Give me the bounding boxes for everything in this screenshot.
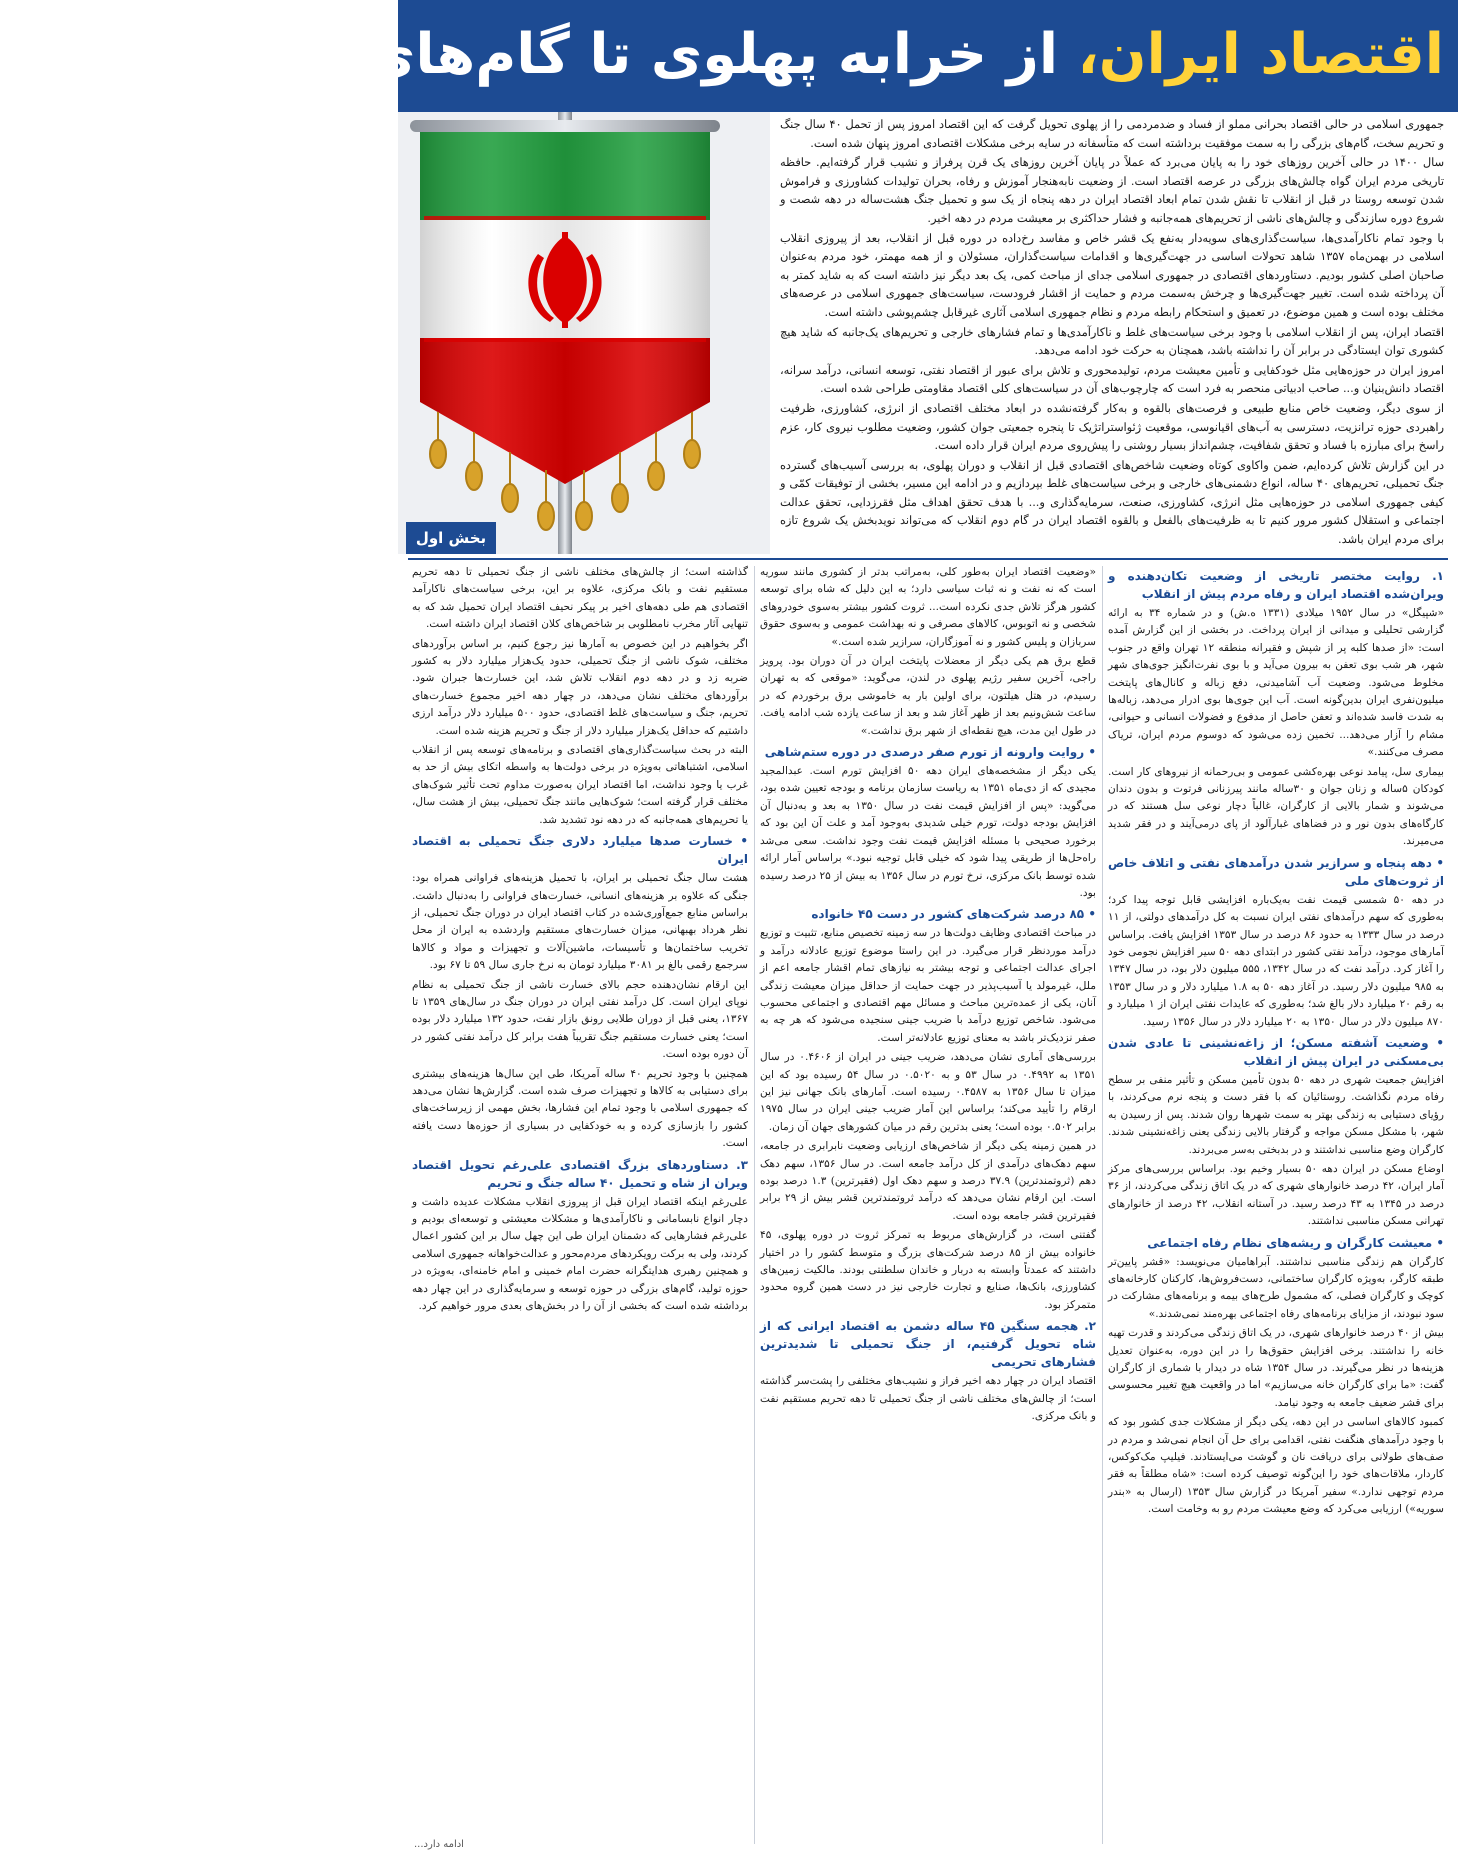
page-title [0, 10, 1444, 100]
section-label: بخش اول [406, 522, 496, 554]
intro-text [780, 116, 1444, 554]
body-paragraph: کمبود کالاهای اساسی در این دهه، یکی دیگر از مشکلات جدی کشور بود که با وجود درآمدهای هنگفت نفتی، اقدامی برای حل آن انجام نمی‌شد و مردم در صف‌های طولانی برای دریافت نان و گوشت می‌ایستادند. فیلیپ مک‌کوکس، کاردار، ملاقات‌های خود را این‌گونه توصیف کرده است: «شاه مطلقاً به فقر مردم توجهی ندارد.» سفیر آمریکا در گزارش سال ۱۳۵۳ (ارسال به «بندر سوریه») ارزیابی می‌کرد که وضع معیشت مردم رو به وخامت است. [1107, 1416, 1444, 1516]
section-heading: • دهه پنجاه و سرازیر شدن درآمدهای نفتی و اتلاف خاص از ثروت‌های ملی [1108, 855, 1444, 888]
iran-flag-icon [398, 112, 770, 554]
body-paragraph: بیماری سل، پیامد نوعی بهره‌کشی عمومی و بی‌رحمانه از نیروهای کار است. کودکان ۵ساله و زنان جوان و ۳۰ساله مانند پیرزنانی فرتوت و بدون دندان می‌شوند و شمار بالایی از کارگران، غالباً دچار نوعی سل هستند که در کارگاه‌های بدون نور و در فضاهای غبارآلود از پای درمی‌آیند و در فقر شدید می‌میرند. [1108, 765, 1444, 848]
intro-paragraph: جمهوری اسلامی در حالی اقتصاد بحرانی مملو از فساد و ضدمردمی را از پهلوی تحویل گرفت که این اقتصاد امروز پس از تحمل ۴۰ سال جنگ و تحریم سخت، گام‌های بزرگی را به سمت موفقیت برداشته است که متأسفانه در سایه برخی مشکلات اقتصادی امروز پنهان شده است. [780, 118, 1445, 150]
body-paragraph: «شپیگل» در سال ۱۹۵۲ میلادی (۱۳۳۱ ه.ش) و در شماره ۳۴ به ارائه گزارشی تحلیلی و میدانی از ایران پرداخت. در بخشی از این گزارش آمده است: «از صدها کلبه پر از شپش و فقیرانه منطقه ۱۲ تهران واقع در جنوب شهر، هر شب بوی تعفن به بیرون می‌آید و با بوی نفرت‌انگیز جوی‌های شهر مخلوط می‌شود. وضعیت آب آشامیدنی، دفع زباله و کانال‌های پایتخت میلیون‌نفری ایران بدین‌گونه است. آب این جوی‌ها بوی ادرار می‌دهد، زباله‌ها به شدت فاسد شده‌اند و تعفن حاصل از مدفوع و فضولات انسانی و حیوانی، مشام را آزار می‌دهد... تخمین زده می‌شود که دوسوم مردم ایران، تریاک مصرف می‌کنند.» [1108, 607, 1444, 759]
body-paragraph: در همین زمینه یکی دیگر از شاخص‌های ارزیابی وضعیت نابرابری در جامعه، سهم دهک‌های درآمدی از کل درآمد جامعه است. در سال ۱۳۵۶، سهم دهک دهم (ثروتمندترین) ۳۷.۹ درصد و سهم دهک اول (فقیرترین) ۱.۳ درصد بوده است. این ارقام نشان می‌دهد که درآمد ثروتمندترین قشر بیش از ۲۹ برابر فقیرترین قشر جامعه بوده است. [760, 1140, 1097, 1222]
title-rest: از خرابه پهلوی تا گام‌های بزرگ انقلاب [0, 22, 1059, 87]
section-heading: • خسارت صدها میلیارد دلاری جنگ تحمیلی به اقتصاد ایران [412, 834, 748, 867]
column-divider [1102, 566, 1103, 1844]
article-column-middle [760, 564, 1096, 1844]
body-paragraph: «وضعیت اقتصاد ایران به‌طور کلی، به‌مراتب بدتر از کشوری مانند سوریه است که نه نفت و نه ثبات سیاسی دارد؛ به این دلیل که شاه برای توسعه کشور هرگز تلاش جدی نکرده است... ثروت کشور بیشتر به‌سوی خودروهای شخصی و نه اتوبوس، کالاهای مصرفی و نه بهداشت عمومی و به‌سوی حقوق سربازان و پلیس کشور و نه آموزگاران، سرازیر شده است.» [760, 566, 1096, 648]
body-paragraph: گفتنی است، در گزارش‌های مربوط به تمرکز ثروت در دوره پهلوی، ۴۵ خانواده بیش از ۸۵ درصد شرکت‌های بزرگ و متوسط کشور را در اختیار داشتند که عمدتاً وابسته به دربار و خاندان سلطنتی بودند. مالکیت زمین‌های کشاورزی، بانک‌ها، صنایع و تجارت خارجی نیز در دست همین گروه محدود متمرکز بود. [760, 1229, 1096, 1311]
body-paragraph: گذاشته است؛ از چالش‌های مختلف ناشی از جنگ تحمیلی تا دهه تحریم مستقیم نفت و بانک مرکزی، علاوه بر این، برخی سیاست‌های ناکارآمد اقتصادی هم طی دهه‌های اخیر بر پیکر نحیف اقتصاد ایران تحمیل شد که به تنهایی آثار مخرب نامطلوبی بر شاخص‌های کلان اقتصاد ایران داشته است. [412, 566, 748, 631]
section-heading: ۲. هجمه سنگین ۴۵ ساله دشمن به اقتصاد ایرانی که از شاه تحویل گرفتیم، از جنگ تحمیلی تا شدیدترین فشارهای تحریمی [760, 1319, 1096, 1370]
body-paragraph: در مباحث اقتصادی وظایف دولت‌ها در سه زمینه تخصیص منابع، تثبیت و توزیع درآمد موردنظر قرار می‌گیرد. در این راستا موضوع توزیع عادلانه درآمد و اجرای عدالت اجتماعی و توجه بیشتر به نیازهای تمام اقشار جامعه اعم از ملل، غیرمولد یا آسیب‌پذیر در جهت حمایت از حداقل میزان معیشت زندگی آنان، یکی از عمده‌ترین مباحث و مسائل مهم اقتصادی و اجتماعی محسوب می‌شود. شاخص توزیع درآمد با ضریب جینی سنجیده می‌شود که هر چه به صفر نزدیک‌تر باشد به معنای توزیع عادلانه‌تر است. [760, 927, 1096, 1044]
section-heading: ۳. دستاوردهای بزرگ اقتصادی علی‌رغم تحویل اقتصاد ویران از شاه و تحمیل ۴۰ ساله جنگ و تحریم [412, 1157, 748, 1190]
intro-paragraph: سال ۱۴۰۰ در حالی آخرین روزهای خود را به پایان می‌برد که عملاً در پایان آخرین روزهای یک قرن پرفراز و نشیب قرار گرفته‌ایم. حافظه تاریخی مردم ایران گواه چالش‌های بزرگی در عرصه اقتصاد است. از وضعیت نابه‌هنجار آموزش و رفاه، بحران تولیدات کشاورزی و فراموش شدن توسعه روستا در قبل از انقلاب تا نقش شدن تمام ابعاد اقتصاد ایران در دهه پنجاه از یک سو و تحمیل جنگ هشت‌ساله در دهه شصت و شروع دوره سازندگی و چالش‌های ناشی از تحریم‌های همه‌جانبه و فشار حداکثری بر معیشت مردم در دهه اخیر. [780, 156, 1444, 225]
intro-paragraph: اقتصاد ایران، پس از انقلاب اسلامی با وجود برخی سیاست‌های غلط و ناکارآمدی‌ها و تمام فشارهای خارجی و تحریم‌های یک‌جانبه که شاید هیچ کشوری توان ایستادگی در برابر آن را نداشته باشد، همچنان به حرکت خود ادامه می‌دهد. [780, 325, 1444, 358]
body-paragraph: علی‌رغم اینکه اقتصاد ایران قبل از پیروزی انقلاب مشکلات عدیده داشت و دچار انواع نابسامانی و ناکارآمدی‌ها و مشکلات معیشتی و توسعه‌ای بودیم و علی‌رغم فشارهایی که دشمنان ایران طی این چهل سال بر این کشور اعمال کردند، ولی به برکت رویکردهای مردم‌محور و عدالت‌خواهانه جمهوری اسلامی و همچنین رهبری هدایتگرانه حضرت امام خمینی و امام خامنه‌ای، به‌ویژه در حوزه تولید، گام‌های بزرگی در حوزه توسعه و سرمایه‌گذاری در این چهار دهه برداشته شده است که بخشی از آن را در بخش‌های بعدی مرور خواهیم کرد. [412, 1195, 748, 1313]
intro-paragraph: از سوی دیگر، وضعیت خاص منابع طبیعی و فرصت‌های بالقوه و به‌کار گرفته‌نشده در ابعاد مختلف اقتصادی از انرژی، کشاورزی، ظرفیت راهبردی حوزه ترانزیت، دسترسی به آب‌های اقیانوسی، موقعیت ژئواستراتژیک تا پنجره جمعیتی جوان کشور، وضعیت مطلوب نیروی کار، عزم راسخ برای مبارزه با فساد و تحقق شفافیت، چشم‌انداز بسیار روشنی را پیش‌روی مردم ایران قرار داده است. [780, 401, 1444, 453]
intro-paragraph: در این گزارش تلاش کرده‌ایم، ضمن واکاوی کوتاه وضعیت شاخص‌های اقتصادی قبل از انقلاب و دوران پهلوی، به بررسی آسیب‌های گسترده جنگ تحمیلی، تحریم‌های ۴۰ ساله، انواع دشمنی‌های خارجی و برخی سیاست‌های غلط بپردازیم و در ادامه این مسیر، بخشی از توفیقات کمّی و کیفی جمهوری اسلامی در حوزه‌هایی مثل انرژی، کشاورزی، صنعت، سرمایه‌گذاری و... با هدف تحقق اهداف مثل فقرزدایی، تحقق عدالت اجتماعی و استقلال کشور مرور کنیم تا به ظرفیت‌های بالفعل و بالقوه اقتصاد ایران در گام دوم انقلاب که می‌تواند نوید‌بخش یک شروع تازه برای مردم ایران باشد. [780, 458, 1444, 547]
body-paragraph: همچنین با وجود تحریم ۴۰ ساله آمریکا، طی این سال‌ها هزینه‌های بیشتری برای دستیابی به کالاها و تجهیزات صرف شده است. گزارش‌ها نشان می‌دهد که جمهوری اسلامی با وجود تمام این فشارها، بخش مهمی از زیرساخت‌های کشور را بازسازی کرده و به خودکفایی در بسیاری از حوزه‌ها دست یافته است. [412, 1067, 748, 1150]
body-paragraph: هشت سال جنگ تحمیلی بر ایران، با تحمیل هزینه‌های فراوانی همراه بود: جنگی که علاوه بر هزینه‌های انسانی، خسارت‌های فراوانی را به‌دنبال داشت. براساس منابع جمع‌آوری‌شده در کتاب اقتصاد ایران در دوران جنگ تحمیلی، از نظر هرداد بهبهانی، میزان خسارت‌های مستقیم واردشده به ایران از محل تخریب ساختمان‌ها و تأسیسات، ماشین‌آلات و تجهیزات و مواد و کالاها سرجمع رقمی بالغ بر ۳۰۸۱ میلیارد تومان به نرخ جاری سال ۵۹ تا ۶۷ بود. [412, 872, 748, 972]
article-column-left [412, 564, 748, 1844]
body-paragraph: بیش از ۴۰ درصد خانوارهای شهری، در یک اتاق زندگی می‌کردند و قدرت تهیه خانه را نداشتند. برخی افزایش حقوق‌ها را در این دوره، به‌عنوان تعدیل هزینه‌ها در نظر می‌گیرند. در سال ۱۳۵۴ شاه در دیدار با شماری از کارگران گفت: «ما برای کارگران خانه می‌سازیم» اما در واقعیت هیچ تغییر محسوسی برای قشر ضعیف جامعه به وجود نیامد. [1108, 1327, 1445, 1409]
body-paragraph: افزایش جمعیت شهری در دهه ۵۰ بدون تأمین مسکن و تأثیر منفی بر سطح رفاه مردم نگذاشت. روستائیان که با فقر دست و پنجه نرم می‌کردند، با رؤیای دستیابی به زندگی بهتر به سمت شهرها روان شدند. پس از رسیدن به شهر، با مشکل مسکن مواجه و گرفتار بالایی زندگی یعنی زاغه‌نشینی شدند. کارگران وضع مناسبی نداشتند و در بدبختی به‌سر می‌بردند. [1108, 1073, 1444, 1156]
body-paragraph: اوضاع مسکن در ایران دهه ۵۰ بسیار وخیم بود. براساس بررسی‌های مرکز آمار ایران، ۴۲ درصد خانوارهای شهری که در یک اتاق زندگی می‌کردند، از ۳۶ درصد در ۱۳۴۵ به ۴۳ درصد رسید. در آستانه انقلاب، ۴۲ درصد از خانوارهای تهرانی مسکن مناسبی نداشتند. [1108, 1162, 1444, 1228]
intro-paragraph: امروز ایران در حوزه‌هایی مثل خودکفایی و تأمین معیشت مردم، تولیدمحوری و تلاش برای عبور از اقتصاد نفتی، توسعه انسانی، درآمد سرانه، اقتصاد دانش‌بنیان و... صاحب ادبیاتی منحصر به فرد است که چارچوب‌های آن در سیاست‌های کلی اقتصاد مقاومتی طراحی شده است. [780, 363, 1444, 396]
flag-illustration [398, 112, 770, 554]
body-paragraph: البته در بحث سیاست‌گذاری‌های اقتصادی و برنامه‌های توسعه پس از انقلاب اسلامی، اشتباهاتی به‌ویژه در برخی دولت‌ها به واسطه اتکای بیش از حد به غرب یا وجود نداشت، اما اقتصاد ایران به‌صورت مداوم تحت تأثیر شوک‌های مختلف قرار گرفته است؛ شوک‌هایی مانند جنگ تحمیلی، بیش از هشت سال، یا تحریم‌های همه‌جانبه که در دهه نود تشدید شد. [412, 744, 748, 826]
body-paragraph: اگر بخواهیم در این خصوص به آمارها نیز رجوع کنیم، بر اساس برآوردهای مختلف، شوک ناشی از جنگ تحمیلی، حدود یک‌هزار میلیارد دلار به کشور ضربه زد و در دهه دوم انقلاب تلاش شد، این خسارت‌ها جبران شود. برآوردهای مختلف نشان می‌دهد، در چهار دهه اخیر مجموع خسارت‌های تحریم، جنگ و سیاست‌های غلط اقتصادی، حدود ۵۰۰ میلیارد دلار درآمد ارزی داشتیم که حداقل یک‌هزار میلیارد دلار از جنگ و تحریم هزینه شده است. [412, 637, 748, 737]
intro-paragraph: با وجود تمام ناکارآمدی‌ها، سیاست‌گذاری‌های سویه‌دار به‌نفع یک قشر خاص و مفاسد رخ‌داده در دوره قبل از انقلاب، بعد از پیروزی انقلاب اسلامی در بهمن‌ماه ۱۳۵۷ شاهد تحولات اساسی در جهت‌گیری‌ها و اقدامات سیاست‌گذاران، مسئولان و از همه مهمتر، خود مردم به‌عنوان صاحبان اصلی کشور بودیم. دستاوردهای اقتصادی در جمهوری اسلامی جدای از مباحث کمی، یک بعد دیگر نیز داشته است که به شاید کمتر به آن پرداخته شده است. تغییر جهت‌گیری‌ها و چرخش به‌سمت مردم و حمایت از اقشار فرودست، سیاست‌های جمهوری اسلامی در عرصه‌های مختلف بوده است و همین موضوع، در تعمیق و استحکام رابطه مردم و نظام جمهوری اسلامی آثاری غیرقابل چشم‌پوشی داشته است. [780, 231, 1444, 319]
column-divider [754, 566, 755, 1844]
body-paragraph: این ارقام نشان‌دهنده حجم بالای خسارت ناشی از جنگ تحمیلی به نظام نوپای ایران است. کل درآمد نفتی ایران در دوران جنگ در سال‌های ۱۳۵۹ تا ۱۳۶۷، یعنی قبل از دوران طلایی رونق بازار نفت، حدود ۱۳۲ میلیارد دلار بوده است؛ یعنی خسارت مستقیم جنگ تقریباً هفت برابر کل درآمد نفتی کشور در آن دوره بوده است. [412, 978, 748, 1061]
body-paragraph: قطع برق هم یکی دیگر از معضلات پایتخت ایران در آن دوران بود. پرویز راجی، آخرین سفیر رژیم پهلوی در لندن، می‌گوید: «موقعی که به تهران رسیدم، در هتل هیلتون، برای اولین بار به خاموشی برق برخوردم که در ساعت شش‌ونیم بعد از ظهر آغاز شد و بعد از ساعت یازده شب ادامه یافت. در طول این مدت، هیچ نقطه‌ای از شهر برق نداشت.» [760, 655, 1096, 737]
section-heading: • وضعیت آشفته مسکن؛ از زاغه‌نشینی تا عادی شدن بی‌مسکنی در ایران پیش از انقلاب [1108, 1035, 1444, 1068]
section-heading: • روایت وارونه از تورم صفر درصدی در دوره ستم‌شاهی [764, 745, 1096, 760]
body-paragraph: یکی دیگر از مشخصه‌های ایران دهه ۵۰ افزایش تورم است. عبدالمجید مجیدی که از دی‌ماه ۱۳۵۱ به ریاست سازمان برنامه و بودجه تعیین شده بود، می‌گوید: «پس از افزایش قیمت نفت در سال ۱۳۵۰ به بعد و به‌دنبال آن افزایش بودجه دولت، تورم خیلی شدیدی به‌وجود آمد و علت آن این بود که برخورد صحیحی با مسئله افزایش قیمت نفت وجود نداشت. سعی می‌شد راه‌حل‌ها از طریقی پیدا شود که خیلی قابل توجیه نبود.» براساس آمار ارائه شده توسط بانک مرکزی، نرخ تورم در سال ۱۳۵۶ به بیش از ۲۵ درصد رسیده بود. [760, 765, 1097, 899]
body-paragraph: اقتصاد ایران در چهار دهه اخیر فراز و نشیب‌های مختلفی را پشت‌سر گذاشته است؛ از چالش‌های مختلف ناشی از جنگ تحمیلی تا دهه تحریم مستقیم نفت و بانک مرکزی. [760, 1375, 1096, 1423]
section-heading: ۱. روایت مختصر تاریخی از وضعیت تکان‌دهنده و ویران‌شده اقتصاد ایران و رفاه مردم پیش از انقلاب [1108, 569, 1444, 601]
continued-note: ادامه دارد... [414, 1839, 464, 1850]
body-paragraph: در دهه ۵۰ شمسی قیمت نفت به‌یک‌باره افزایشی قابل توجه پیدا کرد؛ به‌طوری که سهم درآمدهای نفتی ایران نسبت به کل درآمدهای دولتی، از ۱۱ درصد در سال ۱۳۳۳ به حدود ۸۶ درصد در سال ۱۳۵۳ افزایش یافت. براساس آمارهای موجود، درآمد نفتی کشور در ابتدای دهه ۵۰ سیر افزایش نجومی خود را آغاز کرد. درآمد نفت که در سال ۱۳۴۲، ۵۵۵ میلیون دلار بود، در سال ۱۳۴۷ به ۹۸۵ میلیون دلار رسید. در آغاز دهه ۵۰ به ۱.۸ میلیارد دلار و در سال ۱۳۵۳ به رقم ۲۰ میلیارد دلار بالغ شد؛ به‌طوری که عایدات نفتی ایران از ۱ میلیارد و ۸۷۰ میلیون دلار در سال ۱۳۵۰ به ۲۰ میلیارد دلار در سال ۱۳۵۶ رسید. [1108, 893, 1444, 1028]
section-heading: • ۸۵ درصد شرکت‌های کشور در دست ۴۵ خانواده [811, 907, 1096, 922]
article-column-right [1108, 564, 1444, 1844]
section-divider [408, 558, 1448, 560]
body-paragraph: کارگران هم زندگی مناسبی نداشتند. آبراهامیان می‌نویسد: «قشر پایین‌تر طبقه کارگر، به‌ویژه کارگران ساختمانی، دست‌فروش‌ها، کارکنان کارخانه‌های کوچک و کارگران فصلی، که مشمول طرح‌های بیمه و برنامه‌های مشارکت در سود نبودند، از مزایای برنامه‌های رفاه اجتماعی بهره‌مند نمی‌شدند.» [1108, 1255, 1444, 1320]
section-heading: • معیشت کارگران و ریشه‌های نظام رفاه اجتماعی [1147, 1235, 1444, 1250]
body-paragraph: بررسی‌های آماری نشان می‌دهد، ضریب جینی در ایران از ۰.۴۶۰۶ در سال ۱۳۵۱ به ۰.۴۹۹۲ در سال ۵۳ و به ۰.۵۰۲۰ در سال ۵۴ رسیده بود که این میزان تا سال ۱۳۵۶ به ۰.۴۵۸۷ رسیده است. آمارهای بانک جهانی نیز این ارقام را تأیید می‌کند؛ براساس این آمار ضریب جینی ایران در سال ۱۹۷۵ برابر ۰.۵۰۲ بوده است؛ یعنی بدترین رقم در میان کشورهای جهان آن زمان. [760, 1051, 1096, 1133]
title-banner [0, 0, 1458, 112]
title-highlight: اقتصاد ایران، [1058, 22, 1444, 87]
